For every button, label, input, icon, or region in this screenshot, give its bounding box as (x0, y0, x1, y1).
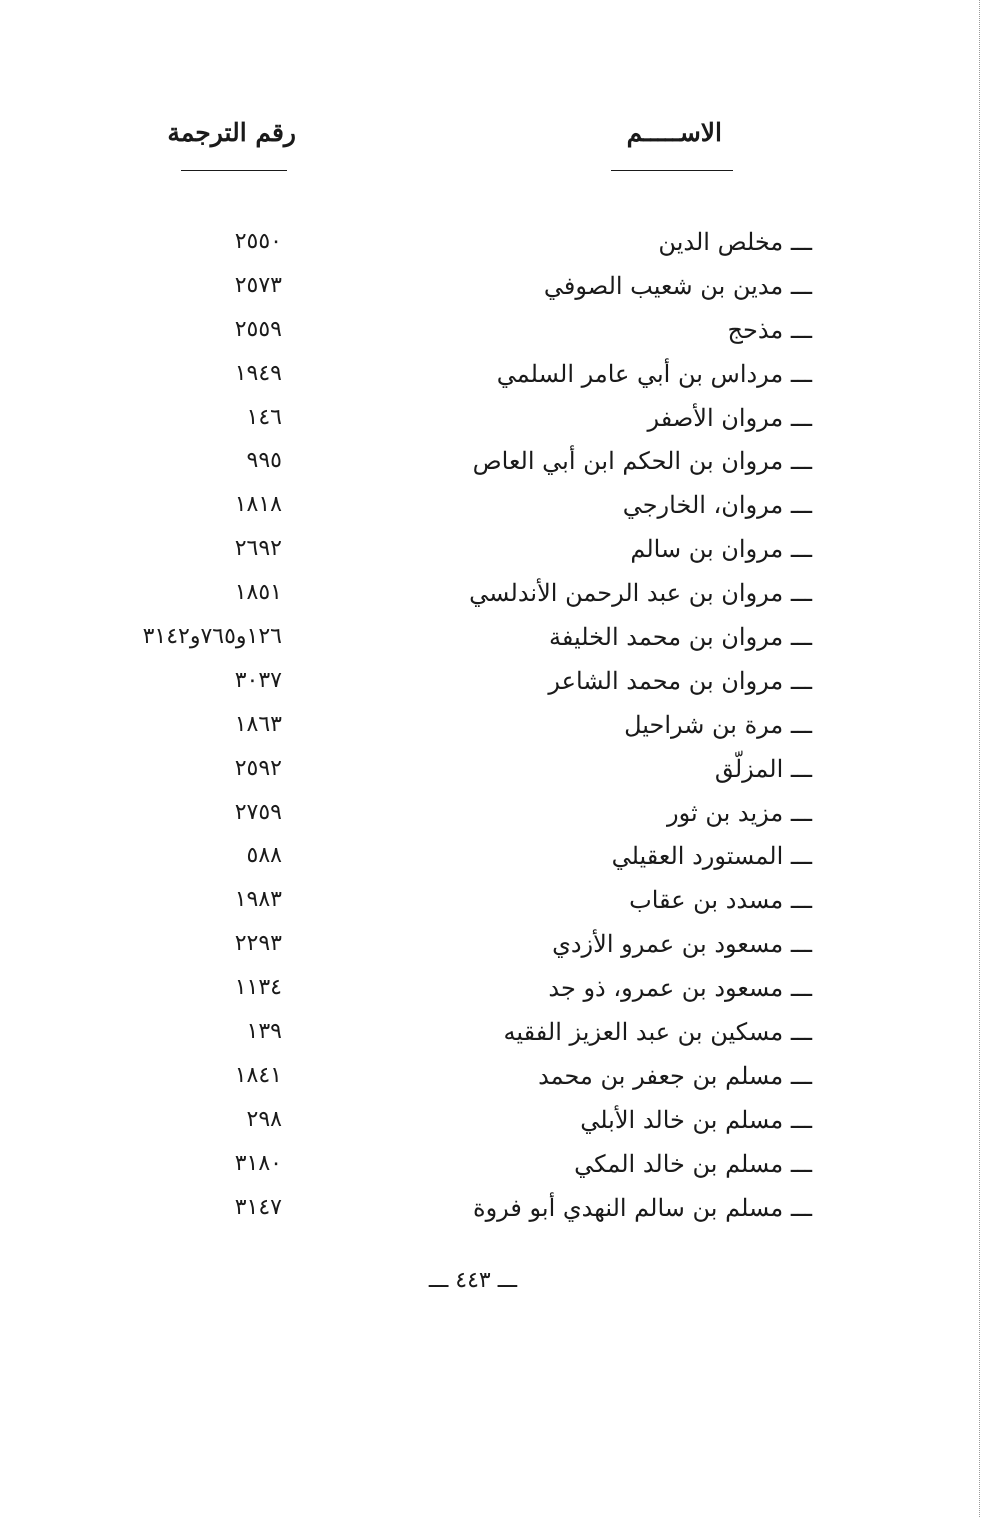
entry-biography-number: ١٨١٨ (234, 492, 282, 518)
index-entry-list (0, 222, 1006, 1231)
entry-biography-number: ١٤٦ (246, 404, 282, 430)
entry-name: ـــ مرداس بن أبي عامر السلمي (496, 359, 812, 388)
entry-biography-number: ١٢٦و٧٦٥و٣١٤٢ (142, 624, 282, 650)
entry-name: ـــ مسعود بن عمرو، ذو جد (548, 974, 812, 1003)
entry-biography-number: ٣٠٣٧ (234, 667, 282, 693)
index-entry-row (0, 573, 1006, 617)
index-entry-row (0, 880, 1006, 924)
entry-name: ـــ مسدد بن عقاب (629, 886, 812, 915)
entry-name: ـــ مسلم بن خالد المكي (574, 1149, 812, 1178)
name-header-underline (611, 170, 733, 171)
index-entry-row (0, 1012, 1006, 1056)
entry-biography-number: ٣١٤٧ (234, 1194, 282, 1220)
entry-biography-number: ١٣٩ (246, 1019, 282, 1045)
entry-name: ـــ مروان بن محمد الشاعر (548, 666, 812, 695)
entry-biography-number: ٢٥٧٣ (234, 272, 282, 298)
index-entry-row (0, 266, 1006, 310)
index-entry-row (0, 354, 1006, 398)
entry-biography-number: ٥٨٨ (246, 843, 282, 869)
index-entry-row (0, 705, 1006, 749)
index-entry-row (0, 1144, 1006, 1188)
index-entry-row (0, 310, 1006, 354)
entry-biography-number: ١٨٤١ (234, 1062, 282, 1088)
entry-biography-number: ١٨٦٣ (234, 711, 282, 737)
name-column-header: الاســـــم (626, 118, 722, 147)
entry-name: ـــ مروان بن محمد الخليفة (548, 623, 812, 652)
entry-name: ـــ مروان بن سالم (630, 535, 812, 564)
index-entry-row (0, 441, 1006, 485)
entry-name: ـــ مسكين بن عبد العزيز الفقيه (503, 1018, 812, 1047)
entry-biography-number: ١١٣٤ (234, 975, 282, 1001)
entry-biography-number: ١٨٥١ (234, 580, 282, 606)
page-number: ـــ ٤٤٣ ـــ (428, 1268, 518, 1293)
index-entry-row (0, 749, 1006, 793)
entry-biography-number: ١٩٨٣ (234, 887, 282, 913)
entry-biography-number: ٢٥٥٠ (234, 229, 282, 254)
entry-name: ـــ مسلم بن خالد الأبلي (580, 1105, 812, 1134)
index-entry-row (0, 661, 1006, 705)
number-header-underline (181, 170, 287, 171)
entry-name: ـــ مخلص الدين (658, 228, 812, 256)
index-entry-row (0, 836, 1006, 880)
entry-biography-number: ٣١٨٠ (234, 1150, 282, 1176)
index-entry-row (0, 793, 1006, 837)
index-entry-row (0, 1188, 1006, 1232)
entry-biography-number: ٢٧٥٩ (234, 799, 282, 825)
entry-biography-number: ٩٩٥ (246, 448, 282, 474)
entry-name: ـــ مروان بن عبد الرحمن الأندلسي (469, 579, 812, 608)
entry-name: ـــ مسلم بن سالم النهدي أبو فروة (473, 1193, 812, 1222)
index-entry-row (0, 1100, 1006, 1144)
entry-name: ـــ مروان، الخارجي (622, 491, 812, 520)
index-entry-row (0, 617, 1006, 661)
index-entry-row (0, 968, 1006, 1012)
entry-biography-number: ٢٦٩٢ (234, 536, 282, 562)
index-entry-row (0, 529, 1006, 573)
entry-name: ـــ المزلّق (714, 754, 812, 783)
index-entry-row (0, 924, 1006, 968)
index-entry-row (0, 222, 1006, 266)
entry-biography-number: ٢٥٩٢ (234, 755, 282, 781)
entry-name: ـــ مروان الأصفر (647, 403, 812, 432)
entry-biography-number: ١٩٤٩ (234, 360, 282, 386)
entry-biography-number: ٢٩٨ (246, 1106, 282, 1132)
entry-name: ـــ مسعود بن عمرو الأزدي (552, 930, 812, 959)
number-column-header: رقم الترجمة (167, 118, 296, 147)
index-entry-row (0, 485, 1006, 529)
entry-biography-number: ٢٥٥٩ (234, 316, 282, 342)
entry-name: ـــ مرة بن شراحيل (624, 710, 812, 739)
entry-name: ـــ مزيد بن ثور (667, 798, 812, 827)
entry-name: ـــ مذحج (727, 315, 812, 344)
index-entry-row (0, 1056, 1006, 1100)
entry-name: ـــ مسلم بن جعفر بن محمد (538, 1061, 812, 1090)
entry-name: ـــ مدين بن شعيب الصوفي (543, 271, 812, 300)
entry-biography-number: ٢٢٩٣ (234, 931, 282, 957)
entry-name: ـــ المستورد العقيلي (611, 842, 812, 871)
index-entry-row (0, 398, 1006, 442)
entry-name: ـــ مروان بن الحكم ابن أبي العاص (472, 447, 812, 476)
